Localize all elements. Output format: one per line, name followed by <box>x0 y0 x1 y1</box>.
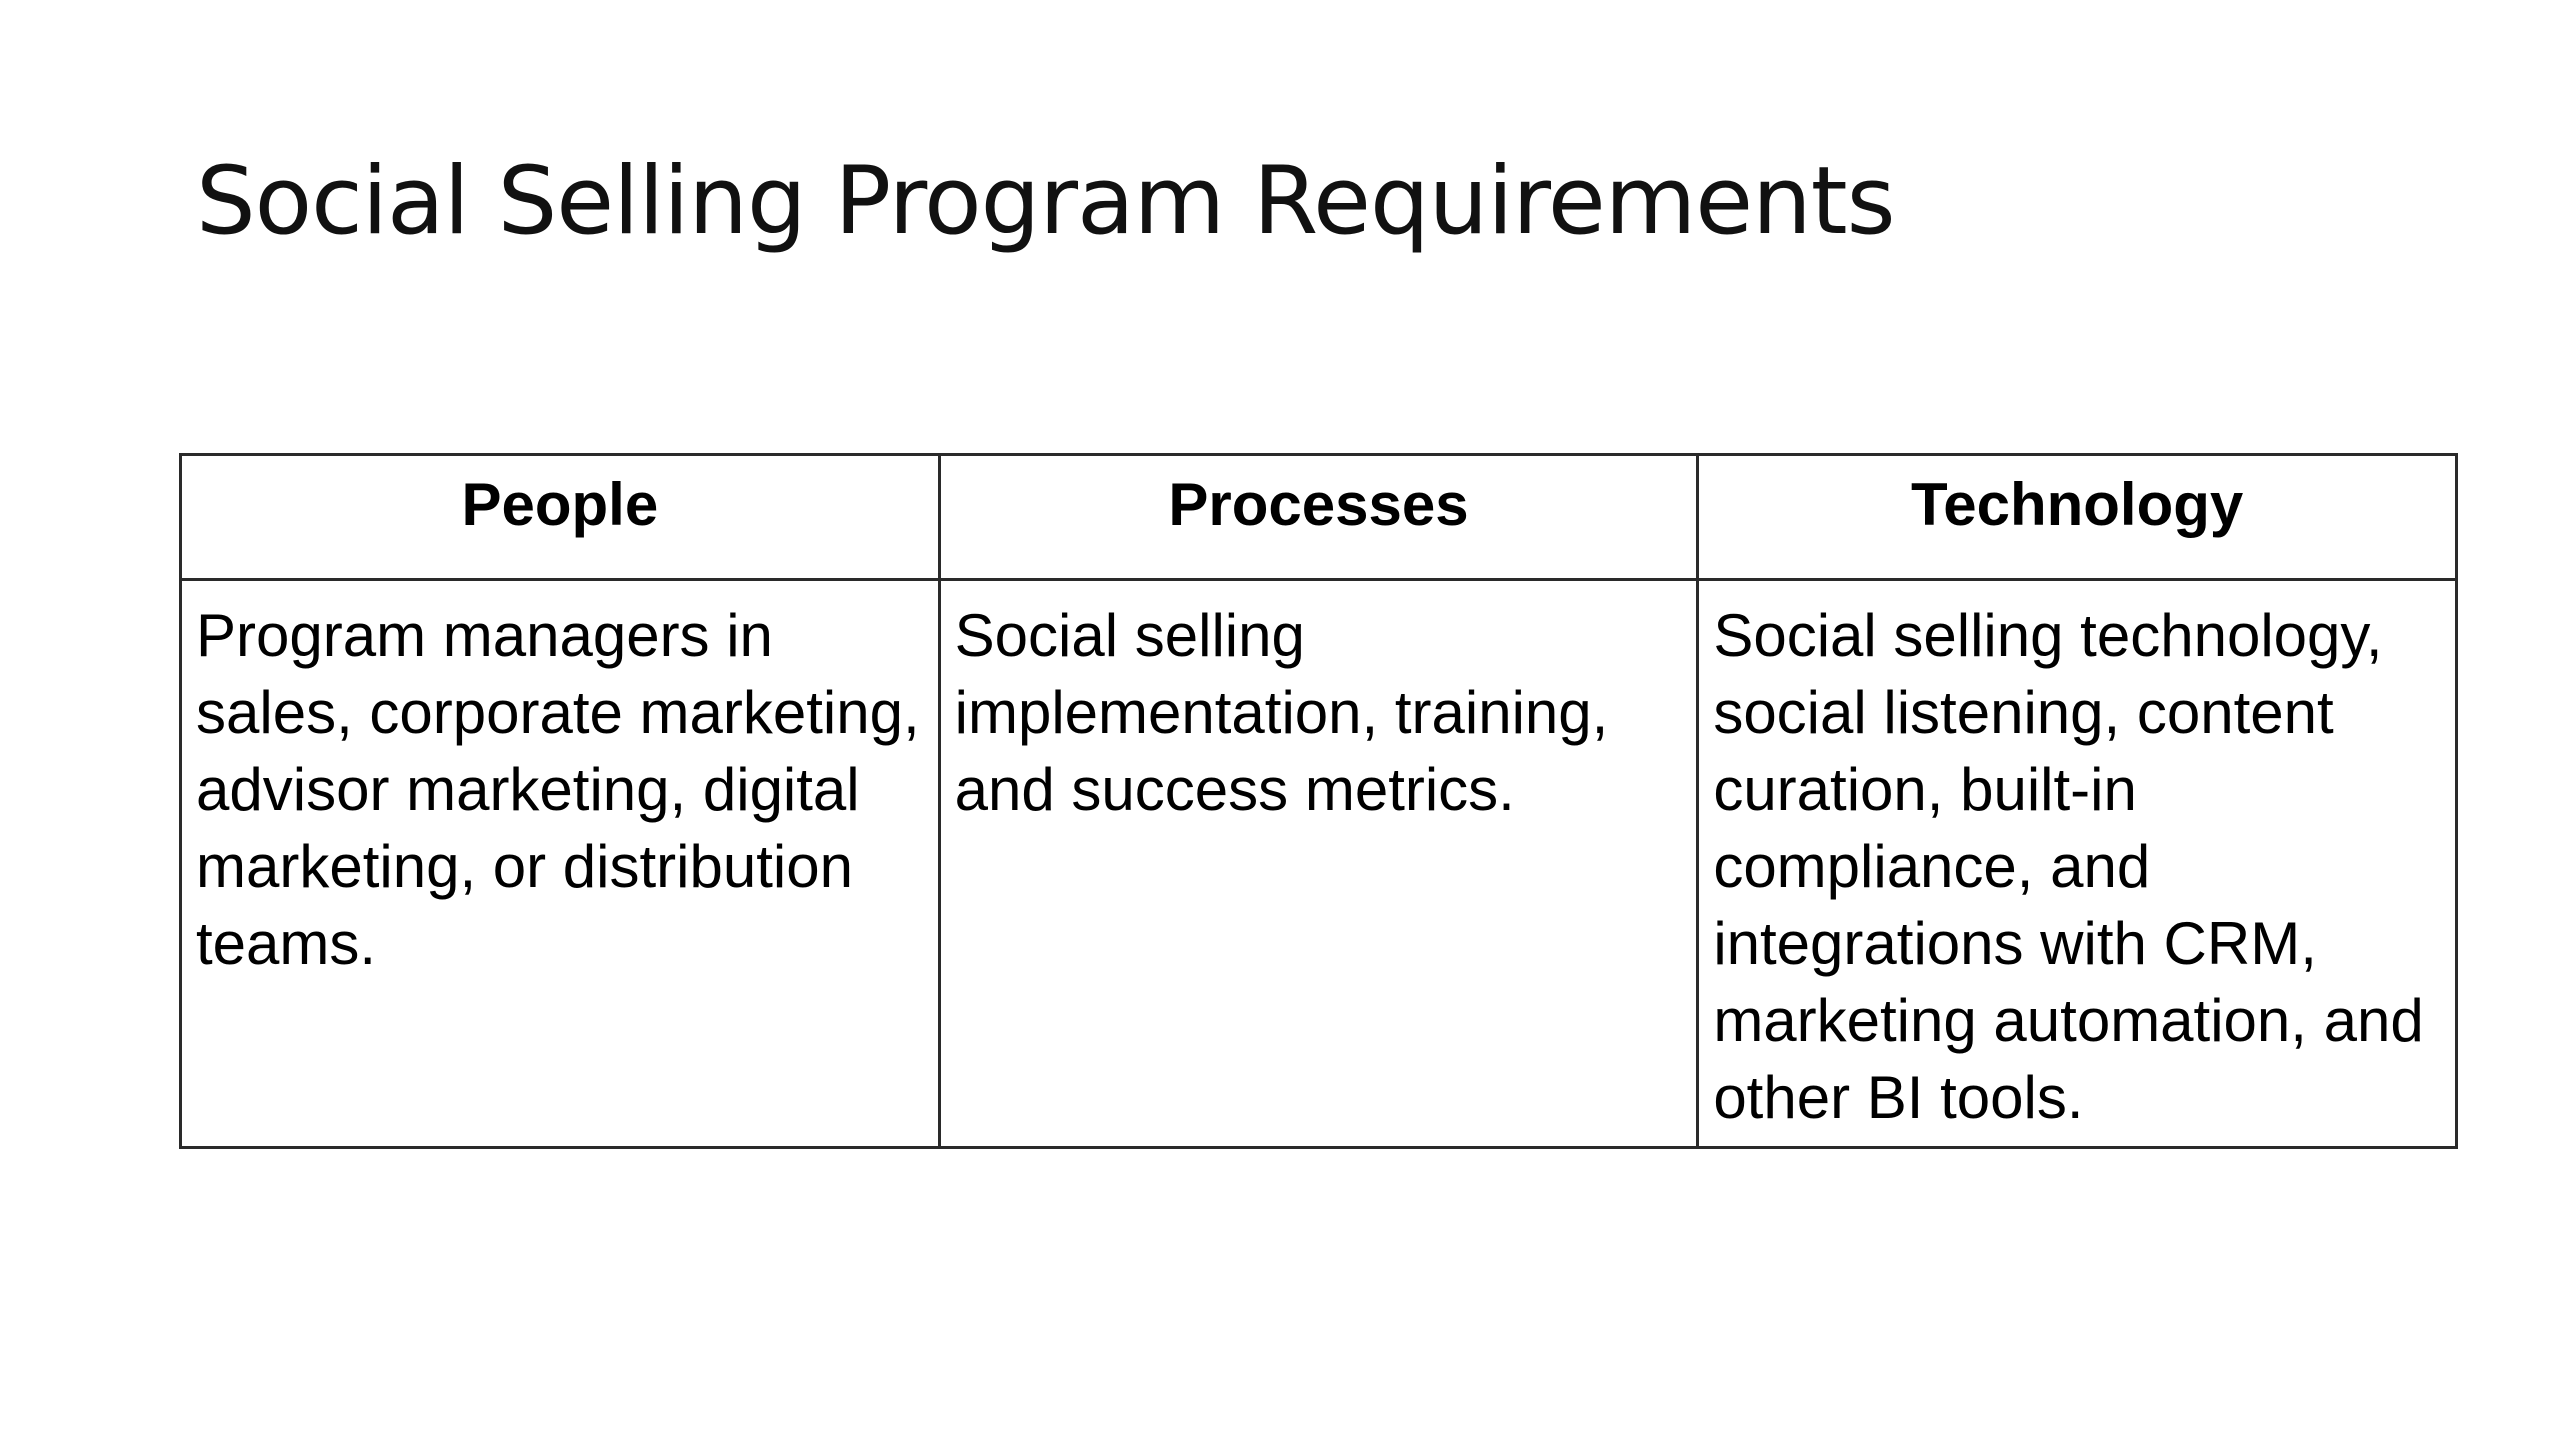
table-row <box>181 580 2457 1148</box>
cell-people: Program managers in sales, corporate marketing, advisor marketing, digital marketing, or distribution teams. <box>181 580 940 1148</box>
cell-technology: Social selling technology, social listening, content curation, built-in compliance, and integrations with CRM, marketing automation, and other BI tools. <box>1698 580 2457 1148</box>
cell-processes: Social selling implementation, training, and success metrics. <box>939 580 1698 1148</box>
requirements-table <box>179 453 2458 1149</box>
header-processes: Processes <box>939 455 1698 580</box>
header-people: People <box>181 455 940 580</box>
slide-title: Social Selling Program Requirements <box>196 147 1895 256</box>
table-header-row <box>181 455 2457 580</box>
header-technology: Technology <box>1698 455 2457 580</box>
